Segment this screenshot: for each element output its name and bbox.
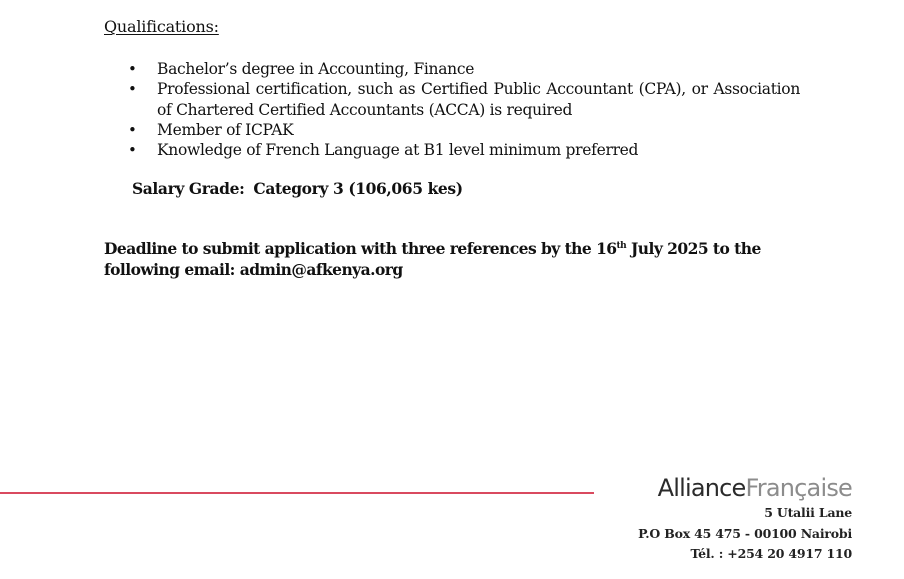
address-street: 5 Utalii Lane <box>764 505 852 520</box>
address-po-box: P.O Box 45 475 - 00100 Nairobi <box>638 526 852 541</box>
logo-part-francaise: Française <box>745 474 852 502</box>
list-item-text: Bachelor’s degree in Accounting, Finance <box>157 60 475 78</box>
list-item-text: Member of ICPAK <box>157 120 294 139</box>
qualifications-list <box>128 59 800 160</box>
qualifications-heading: Qualifications: <box>104 17 219 36</box>
deadline-ordinal: th <box>616 240 627 251</box>
list-item-text: Knowledge of French Language at B1 level minimum preferred <box>157 141 639 160</box>
deadline-notice <box>104 239 804 280</box>
address-phone: Tél. : +254 20 4917 110 <box>690 546 852 561</box>
alliance-francaise-logo <box>658 474 852 502</box>
salary-label: Salary Grade: <box>132 179 245 198</box>
list-item <box>128 120 800 140</box>
list-item <box>128 59 800 79</box>
list-item <box>128 79 800 120</box>
salary-grade <box>132 179 463 198</box>
deadline-text-after: July 2025 to the following email: admin@afkenya.org <box>104 239 761 279</box>
bullet-icon: • <box>128 141 137 160</box>
list-item-text: Professional certification, such as Certified Public Accountant (CPA), or Association of Chartered Certified Accountants (ACCA) is required <box>157 80 800 119</box>
bullet-icon: • <box>128 120 137 139</box>
salary-value: Category 3 (106,065 kes) <box>253 179 463 198</box>
logo-part-alliance: Alliance <box>657 474 746 502</box>
list-item <box>128 140 800 160</box>
bullet-icon: • <box>128 80 137 99</box>
footer-divider <box>0 492 594 494</box>
deadline-text-before: Deadline to submit application with three references by the 16 <box>104 239 617 258</box>
bullet-icon: • <box>128 60 137 78</box>
